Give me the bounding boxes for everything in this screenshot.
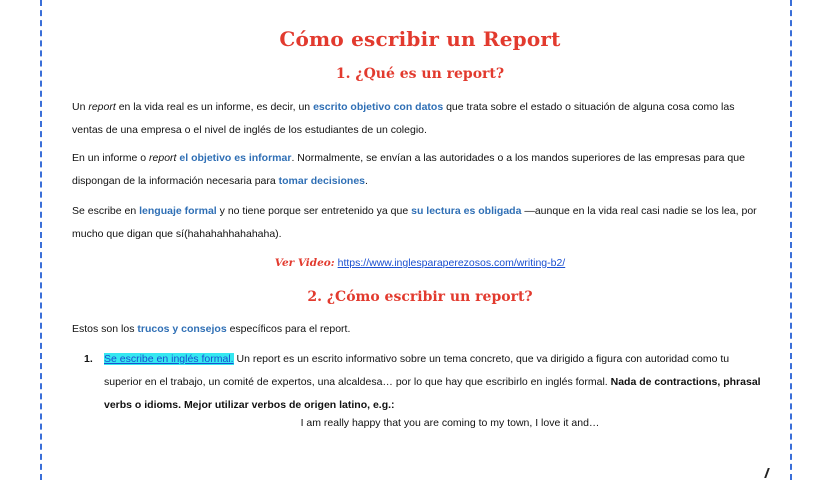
highlighted-marked-text: Se escribe en inglés formal. — [104, 353, 234, 365]
video-label: Ver Video: — [274, 257, 335, 269]
text: . Normalmente, se envían a las autoridades o a los mandos superiores de las empresas para que dispongan de la información necesaria para — [72, 152, 745, 187]
text: Se escribe en — [72, 205, 140, 217]
video-line — [72, 252, 768, 275]
paragraph-definition — [72, 96, 768, 142]
text-italic: report — [149, 152, 177, 164]
text: —aunque en la vida real casi nadie se los lea, por mucho que digan que sí(hahahahhahahaha). — [72, 205, 757, 240]
page-mark — [756, 468, 770, 478]
highlight-text: trucos y consejos — [137, 323, 227, 335]
paragraph-tips-intro — [72, 318, 768, 341]
highlight-text: escrito objetivo con datos — [313, 101, 444, 113]
section-heading-1: 1. ¿Qué es un report? — [335, 66, 505, 82]
section-heading-2: 2. ¿Cómo escribir un report? — [307, 289, 533, 305]
text: En un informe o — [72, 152, 150, 164]
text: en la vida real es un informe, es decir, un — [115, 101, 314, 113]
highlight-text: lenguaje formal — [139, 205, 217, 217]
list-number: 1. — [84, 353, 93, 365]
paragraph-style — [72, 200, 768, 246]
highlight-text: su lectura es obligada — [411, 205, 522, 217]
list-item-1 — [84, 348, 768, 417]
highlight-text: tomar decisiones — [278, 175, 366, 187]
text: Un — [72, 101, 89, 113]
text-italic: report — [88, 101, 116, 113]
text: específicos para el report. — [226, 323, 351, 335]
highlight-text: el objetivo es informar — [179, 152, 292, 164]
text: que trata sobre el estado o situación de alguna cosa como las ventas de una empresa o el nivel de inglés de los estudiantes de un colegio. — [72, 101, 735, 136]
text: . — [365, 175, 368, 187]
document-title: Cómo escribir un Report — [279, 27, 561, 51]
example-sentence: I am really happy that you are coming to my town, I love it and… — [300, 417, 600, 429]
text: y no tiene porque ser entretenido ya que — [216, 205, 412, 217]
video-link[interactable]: https://www.inglesparaperezosos.com/writing-b2/ — [337, 257, 566, 269]
bold-text: Nada de contractions, phrasal verbs o idioms. Mejor utilizar verbos de origen latino, e.g.: — [104, 376, 761, 411]
text: Un report es un escrito informativo sobre un tema concreto, que va dirigido a figura con autoridad como tu superior en el trabajo, un comité de expertos, una alcaldesa… por lo que hay que escribirlo en inglés formal. — [104, 353, 730, 388]
text: Estos son los — [72, 323, 138, 335]
paragraph-purpose — [72, 147, 768, 193]
document-page — [40, 0, 792, 480]
